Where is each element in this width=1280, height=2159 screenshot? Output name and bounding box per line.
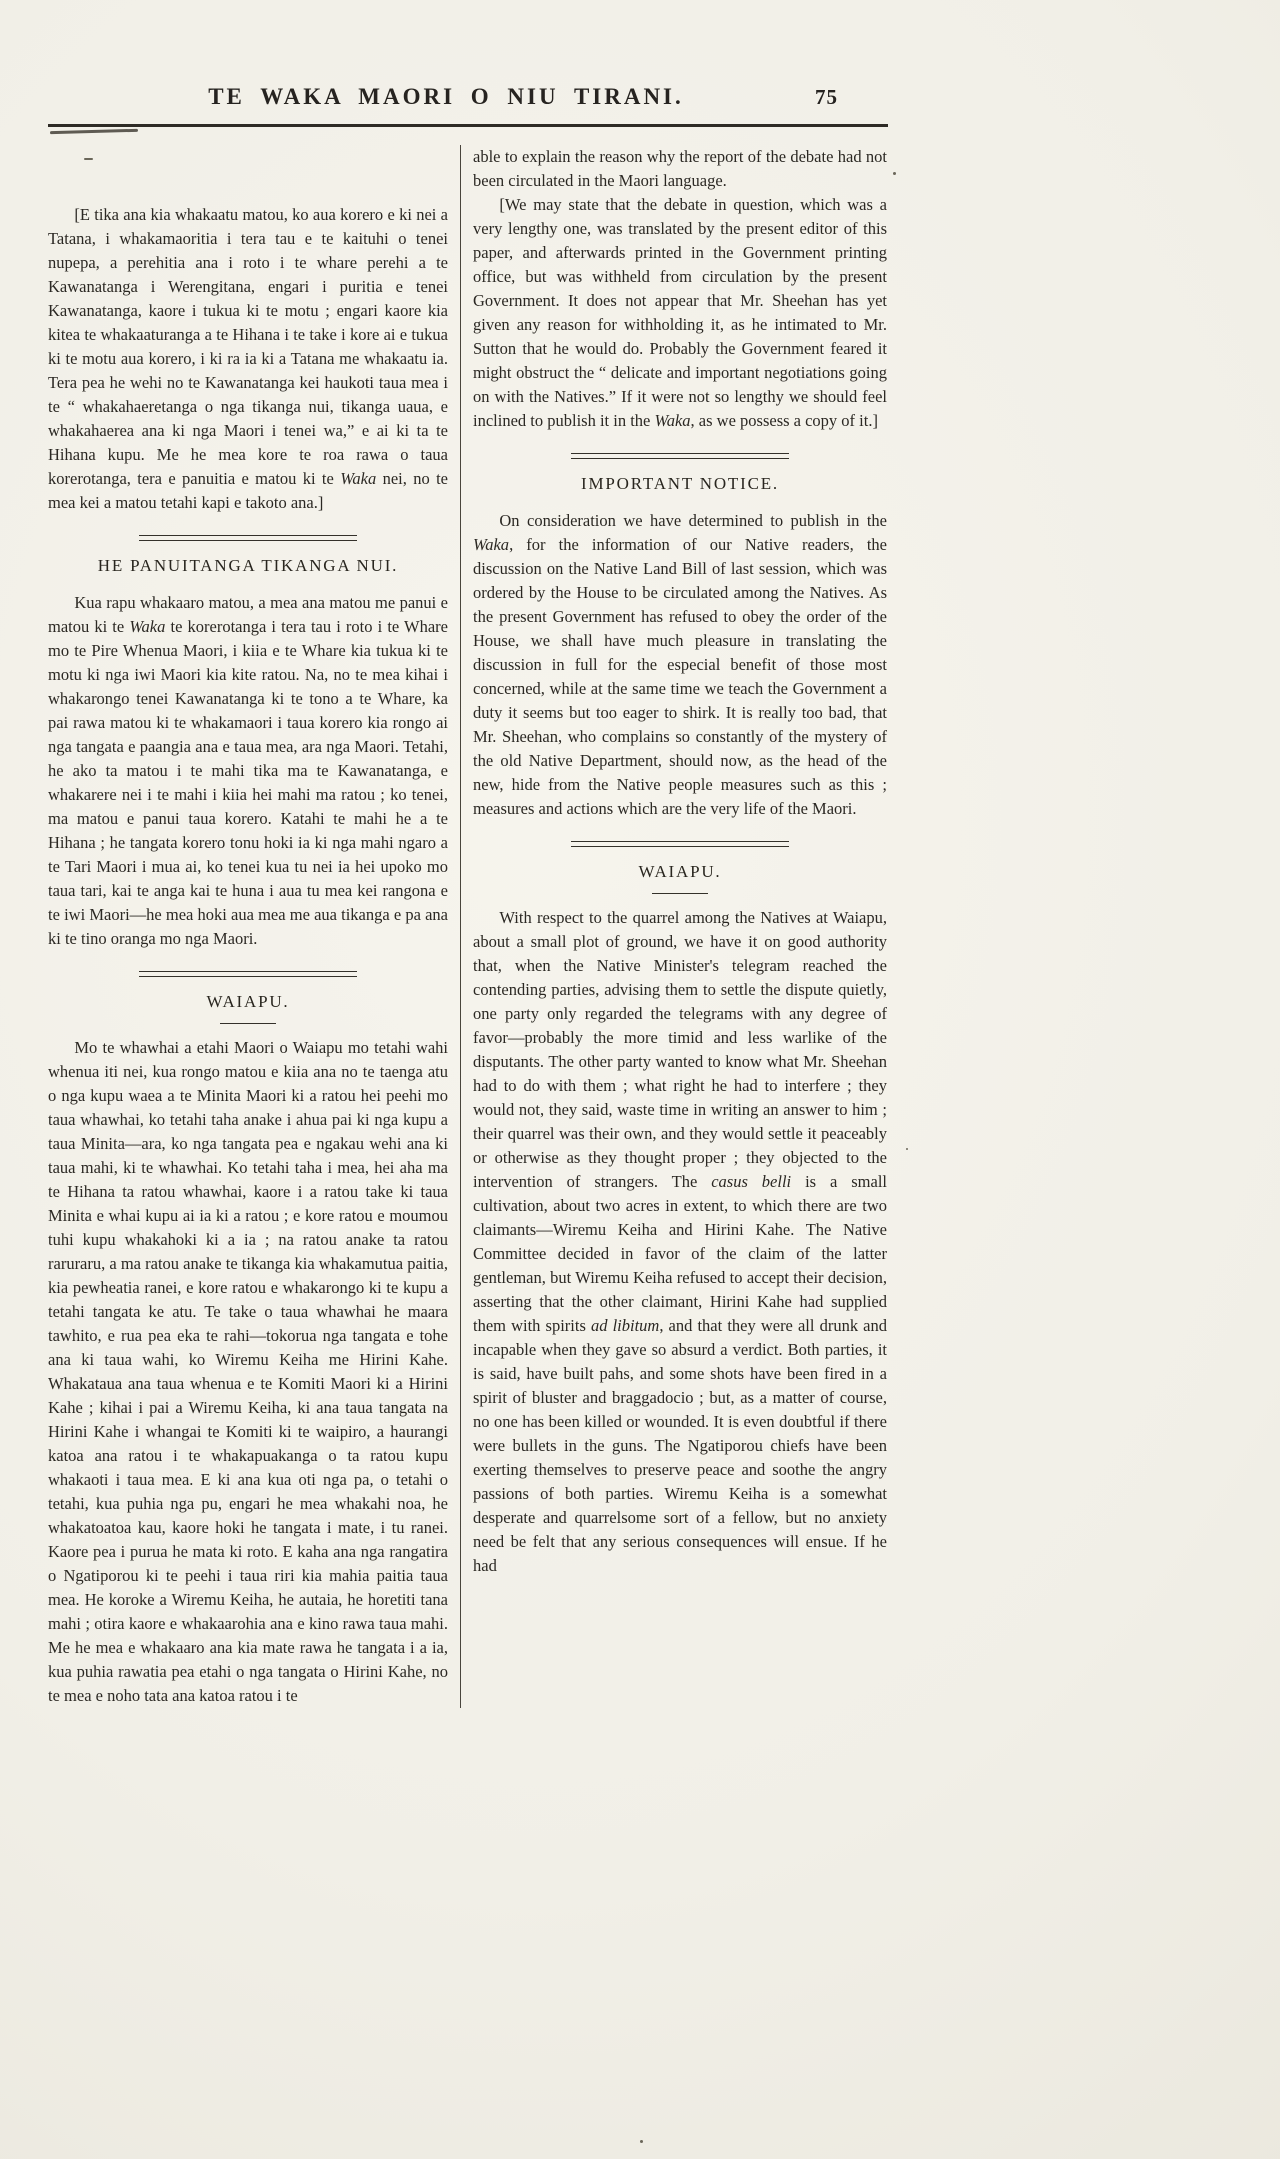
paper-speck xyxy=(893,172,896,175)
page-content xyxy=(48,84,888,1708)
masthead-title: TE WAKA MAORI O NIU TIRANI. xyxy=(208,84,684,109)
heading-rule xyxy=(220,1023,276,1024)
left-section-1-heading: HE PANUITANGA TIKANGA NUI. xyxy=(97,556,399,575)
paper-speck xyxy=(640,2140,643,2143)
page-number: 75 xyxy=(815,85,838,109)
heading-rule xyxy=(652,893,708,894)
right-continuation-paragraph: able to explain the reason why the report of the debate had not been circulated in the Maori language. xyxy=(473,147,887,190)
columns xyxy=(48,145,888,1708)
ink-fleck xyxy=(84,158,93,160)
header-rule xyxy=(48,124,888,127)
section-separator xyxy=(571,841,789,847)
left-section-2-body: Mo te whawhai a etahi Maori o Waiapu mo tetahi wahi whenua iti nei, kua rongo matou e kiia ana no te taenga atu o nga kupu waea a te Minita Maori ki a ratou hei peehi mo taua whawhai, ko tetahi taha anake i ahua pai ki nga kupu a taua Minita—ara, ko nga tangata pea e ngakau wehi ana ki taua mahi, ki te whawhai. Ko tetahi taha i mea, hei aha ma te Hihana ta ratou whawhai, kaore i a ratou take ki taua Minita e whai kupu ai ia ki a ratou ; e kore ratou e moumou tuhi kupu whakahoki ki a ia ; na ratou anake ta ratou raruraru, a ma ratou anake te tikanga kia whakamutua paitia, kia pewheatia ranei, e kore ratou e whakarongo ki te kupu a tetahi tangata ke atu. Te take o taua whawhai he maara tawhito, e rua pea eka te rahi—tokorua nga tangata e tohe ana ki taua wahi, ko Wiremu Keiha me Hirini Kahe. Whakataua ana taua whenua e te Komiti Maori ki a Hirini Kahe ; kihai i pai a Wiremu Keiha, ki ana taua tangata na Hirini Kahe i whangai te Komiti ki te waipiro, a haurangi katoa ana ratou i te whakapuakanga o ta ratou kupu whakaoti i taua mea. E ki ana kua oti nga pa, o tetahi o tetahi, kua puhia nga pu, engari he mea whakahi noa, he whakatoatoa kau, kaore hoki he tangata i mate, i tu ranei. Kaore pea i purua he mata ki roto. E kaha ana nga rangatira o Ngatiporou ki te peehi i taua riri kia mahia paitia taua mea. He koroke a Wiremu Keiha, he autaia, he horetiti tana mahi ; otira kaore e whakaarohia ana e kino rawa taua mahi. Me he mea e whakaaro ana kia mate rawa he tangata i a ia, kua puhia rawatia pea etahi o nga tangata o Hirini Kahe, no te mea e noho tata ana katoa ratou i te xyxy=(48,1038,448,1705)
right-section-2-heading: WAIAPU. xyxy=(638,862,722,881)
section-separator xyxy=(571,453,789,459)
right-editor-note: [We may state that the debate in question, which was a very lengthy one, was translated by the present editor of this paper, and afterwards printed in the Government printing office, but was withheld from circulation by the present Government. It does not appear that Mr. Sheehan has yet given any reason for withholding it, as he intimated to Mr. Sutton that he would do. Probably the Government feared it might obstruct the “ delicate and important negotiations going on with the Natives.” If it were not so lengthy we should feel inclined to publish it in the Waka, as we possess a copy of it.] xyxy=(473,195,887,430)
right-section-1-body: On consideration we have determined to publish in the Waka, for the information of our Native readers, the discussion on the Native Land Bill of last session, which was ordered by the House to be circulated among the Natives. As the present Government has refused to obey the order of the House, we shall have much pleasure in translating the discussion in full for the especial benefit of those most concerned, while at the same time we teach the Government a duty it seems but too eager to shirk. It is really too bad, that Mr. Sheehan, who complains so constantly of the mystery of the old Native Department, should now, as the head of the new, hide from the Native people measures such as this ; measures and actions which are the very life of the Maori. xyxy=(473,511,887,818)
left-intro-paragraph: [E tika ana kia whakaatu matou, ko aua korero e ki nei a Tatana, i whakamaoritia i tera tau e te kaituhi o tenei nupepa, a perehitia ana i roto i te whare perehi a te Kawanatanga i Werengitana, engari i puritia e tenei Kawanatanga, kaore i tukua ki te motu ; engari kaore kia kitea te whakaaturanga a te Hihana i te take i kore ai e tukua ki te motu aua korero, i ki ra ia ki a Tatana me whakaatu ia. Tera pea he wehi no te Kawanatanga kei haukoti taua mea i te “ whakahaeretanga o nga tikanga nui, tikanga uaua, e whakahaerea ana ki nga Maori i tenei wa,” e ai ki ta te Hihana kupu. Me he mea kore te roa rawa o taua korerotanga, tera e panuitia e matou ki te Waka nei, no te mea kei a matou tetahi kapi e takoto ana.] xyxy=(48,205,448,512)
masthead xyxy=(48,84,888,118)
left-column xyxy=(48,145,448,1708)
ink-smudge xyxy=(50,129,138,134)
left-section-2-heading: WAIAPU. xyxy=(206,992,290,1011)
right-section-2-body: With respect to the quarrel among the Natives at Waiapu, about a small plot of ground, we have it on good authority that, when the Native Minister's telegram reached the contending parties, advising them to settle the dispute quietly, one party only regarded the telegrams with any degree of favor—probably the more timid and less warlike of the disputants. The other party wanted to know what Mr. Sheehan had to do with them ; what right he had to interfere ; they would not, they said, waste time in writing an answer to him ; their quarrel was their own, and they would settle it peaceably or otherwise as they thought proper ; they objected to the intervention of strangers. The casus belli is a small cultivation, about two acres in extent, to which there are two claimants—Wiremu Keiha and Hirini Kahe. The Native Committee decided in favor of the claim of the latter gentleman, but Wiremu Keiha refused to accept their decision, asserting that the other claimant, Hirini Kahe had supplied them with spirits ad libitum, and that they were all drunk and incapable when they gave so absurd a verdict. Both parties, it is said, have built pahs, and some shots have been fired in a spirit of bluster and braggadocio ; but, as a matter of course, no one has been killed or wounded. It is even doubtful if there were bullets in the guns. The Ngatiporou chiefs have been exerting themselves to preserve peace and soothe the angry passions of both parties. Wiremu Keiha is a somewhat desperate and quarrelsome sort of a fellow, but no anxiety need be felt that any serious consequences will ensue. If he had xyxy=(473,908,887,1575)
column-divider xyxy=(460,145,461,1708)
paper-speck xyxy=(906,1148,908,1150)
right-column xyxy=(473,145,887,1708)
section-separator xyxy=(139,535,357,541)
section-separator xyxy=(139,971,357,977)
right-section-1-heading: IMPORTANT NOTICE. xyxy=(581,474,779,493)
left-section-1-body: Kua rapu whakaaro matou, a mea ana matou me panui e matou ki te Waka te korerotanga i tera tau i roto i te Whare mo te Pire Whenua Maori, i kiia e te Whare kia tukua ki te motu ki nga iwi Maori kia kite ratou. Na, no te mea kihai i whakarongo tenei Kawanatanga ki te tono a te Whare, ka pai rawa matou ki te whakamaori i taua korero kia rongo ai nga tangata e paangia ana e taua mea, ara nga Maori. Tetahi, he ako ta matou i te mahi tika ma te Kawanatanga, e whakarere nei i te mahi i kiia hei mahi ma ratou ; ko tenei, ma matou e panui taua korero. Katahi te mahi he a te Hihana ; he tangata korero tonu hoki ia ki nga mahi ngaro a te Tari Maori i mua ai, ko tenei kua tu nei ia hei upoko mo taua tari, kai te anga kai te huna i aua tu mea kei rangona e te iwi Maori—he mea hoki aua mea me aua tikanga e pa ana ki te tino oranga mo nga Maori. xyxy=(48,593,448,948)
